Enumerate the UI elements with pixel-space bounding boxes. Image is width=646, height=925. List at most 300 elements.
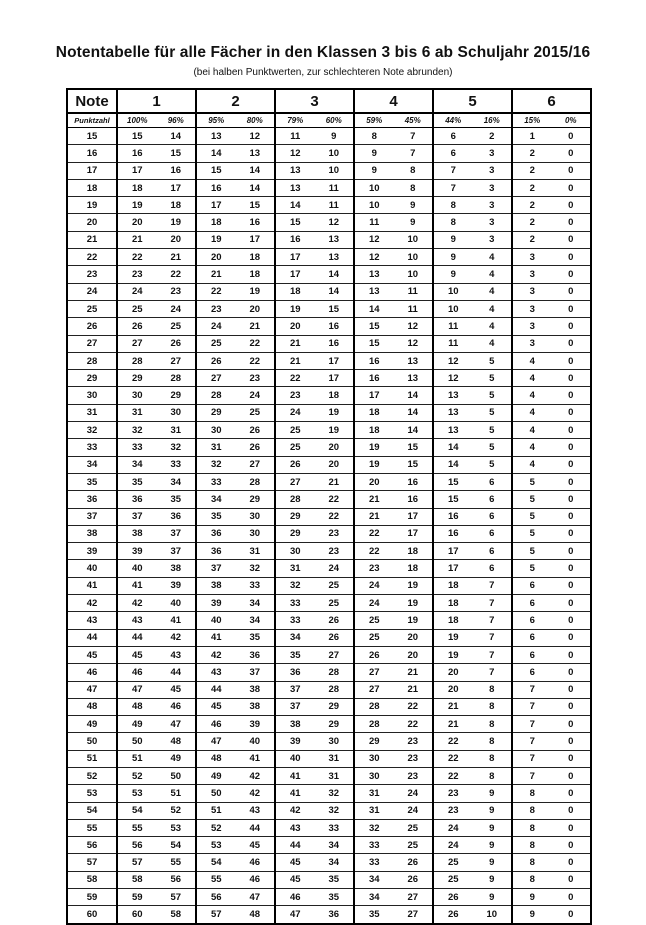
score-cell: 39 bbox=[196, 595, 236, 612]
table-row bbox=[67, 543, 591, 560]
points-cell: 40 bbox=[67, 560, 117, 577]
score-cell: 49 bbox=[157, 750, 197, 767]
score-cell: 11 bbox=[354, 214, 394, 231]
score-cell: 32 bbox=[117, 422, 157, 439]
score-cell: 8 bbox=[512, 837, 552, 854]
score-cell: 16 bbox=[354, 352, 394, 369]
score-cell: 25 bbox=[196, 335, 236, 352]
score-cell: 9 bbox=[473, 854, 513, 871]
score-cell: 17 bbox=[196, 197, 236, 214]
score-cell: 20 bbox=[315, 439, 355, 456]
score-cell: 0 bbox=[552, 318, 592, 335]
score-cell: 19 bbox=[315, 404, 355, 421]
score-cell: 22 bbox=[433, 733, 473, 750]
table-row bbox=[67, 335, 591, 352]
score-cell: 18 bbox=[196, 214, 236, 231]
score-cell: 43 bbox=[117, 612, 157, 629]
score-cell: 54 bbox=[196, 854, 236, 871]
score-cell: 8 bbox=[473, 733, 513, 750]
score-cell: 25 bbox=[117, 300, 157, 317]
points-cell: 53 bbox=[67, 785, 117, 802]
score-cell: 21 bbox=[157, 249, 197, 266]
score-cell: 26 bbox=[117, 318, 157, 335]
score-cell: 4 bbox=[512, 387, 552, 404]
score-cell: 15 bbox=[236, 197, 276, 214]
score-cell: 10 bbox=[433, 283, 473, 300]
score-cell: 40 bbox=[275, 750, 315, 767]
table-row bbox=[67, 231, 591, 248]
score-cell: 2 bbox=[473, 128, 513, 145]
score-cell: 7 bbox=[512, 733, 552, 750]
score-cell: 15 bbox=[196, 162, 236, 179]
score-cell: 17 bbox=[315, 370, 355, 387]
score-cell: 7 bbox=[473, 629, 513, 646]
points-cell: 27 bbox=[67, 335, 117, 352]
score-cell: 39 bbox=[236, 716, 276, 733]
points-cell: 15 bbox=[67, 128, 117, 145]
score-cell: 2 bbox=[512, 145, 552, 162]
score-cell: 26 bbox=[394, 854, 434, 871]
score-cell: 26 bbox=[157, 335, 197, 352]
score-cell: 27 bbox=[394, 889, 434, 906]
table-row bbox=[67, 352, 591, 369]
score-cell: 6 bbox=[473, 508, 513, 525]
score-cell: 22 bbox=[236, 352, 276, 369]
score-cell: 31 bbox=[315, 767, 355, 784]
score-cell: 52 bbox=[157, 802, 197, 819]
score-cell: 18 bbox=[433, 612, 473, 629]
score-cell: 19 bbox=[236, 283, 276, 300]
score-cell: 32 bbox=[236, 560, 276, 577]
score-cell: 0 bbox=[552, 819, 592, 836]
grade-header-3: 3 bbox=[275, 89, 354, 113]
score-cell: 14 bbox=[394, 422, 434, 439]
score-cell: 9 bbox=[354, 162, 394, 179]
score-cell: 0 bbox=[552, 491, 592, 508]
score-cell: 0 bbox=[552, 698, 592, 715]
score-cell: 28 bbox=[354, 716, 394, 733]
score-cell: 0 bbox=[552, 249, 592, 266]
score-cell: 0 bbox=[552, 214, 592, 231]
score-cell: 3 bbox=[512, 283, 552, 300]
score-cell: 47 bbox=[117, 681, 157, 698]
score-cell: 5 bbox=[473, 456, 513, 473]
points-cell: 29 bbox=[67, 370, 117, 387]
points-cell: 44 bbox=[67, 629, 117, 646]
score-cell: 20 bbox=[315, 456, 355, 473]
score-cell: 22 bbox=[354, 525, 394, 542]
points-cell: 32 bbox=[67, 422, 117, 439]
score-cell: 12 bbox=[236, 128, 276, 145]
score-cell: 30 bbox=[315, 733, 355, 750]
score-cell: 8 bbox=[473, 716, 513, 733]
score-cell: 3 bbox=[512, 249, 552, 266]
score-cell: 27 bbox=[354, 681, 394, 698]
score-cell: 17 bbox=[157, 179, 197, 196]
score-cell: 12 bbox=[315, 214, 355, 231]
table-row bbox=[67, 300, 591, 317]
score-cell: 50 bbox=[196, 785, 236, 802]
grade-table bbox=[66, 88, 592, 925]
score-cell: 7 bbox=[394, 145, 434, 162]
score-cell: 11 bbox=[315, 179, 355, 196]
score-cell: 38 bbox=[196, 577, 236, 594]
score-cell: 47 bbox=[236, 889, 276, 906]
score-cell: 2 bbox=[512, 162, 552, 179]
score-cell: 42 bbox=[236, 767, 276, 784]
score-cell: 4 bbox=[512, 404, 552, 421]
score-cell: 22 bbox=[433, 767, 473, 784]
score-cell: 10 bbox=[433, 300, 473, 317]
table-row bbox=[67, 179, 591, 196]
score-cell: 15 bbox=[117, 128, 157, 145]
table-row bbox=[67, 716, 591, 733]
score-cell: 9 bbox=[394, 214, 434, 231]
score-cell: 11 bbox=[433, 318, 473, 335]
table-row bbox=[67, 145, 591, 162]
score-cell: 25 bbox=[433, 854, 473, 871]
score-cell: 41 bbox=[275, 767, 315, 784]
score-cell: 5 bbox=[512, 491, 552, 508]
table-row bbox=[67, 266, 591, 283]
table-row bbox=[67, 629, 591, 646]
score-cell: 42 bbox=[275, 802, 315, 819]
score-cell: 7 bbox=[473, 612, 513, 629]
score-cell: 16 bbox=[236, 214, 276, 231]
score-cell: 9 bbox=[433, 231, 473, 248]
score-cell: 12 bbox=[394, 318, 434, 335]
score-cell: 31 bbox=[354, 785, 394, 802]
score-cell: 29 bbox=[315, 716, 355, 733]
score-cell: 16 bbox=[157, 162, 197, 179]
score-cell: 29 bbox=[354, 733, 394, 750]
score-cell: 48 bbox=[196, 750, 236, 767]
points-cell: 55 bbox=[67, 819, 117, 836]
score-cell: 3 bbox=[473, 145, 513, 162]
score-cell: 5 bbox=[512, 508, 552, 525]
score-cell: 35 bbox=[315, 871, 355, 888]
score-cell: 10 bbox=[394, 231, 434, 248]
score-cell: 9 bbox=[394, 197, 434, 214]
table-row bbox=[67, 473, 591, 490]
points-cell: 50 bbox=[67, 733, 117, 750]
score-cell: 21 bbox=[315, 473, 355, 490]
score-cell: 31 bbox=[196, 439, 236, 456]
score-cell: 34 bbox=[315, 854, 355, 871]
score-cell: 41 bbox=[157, 612, 197, 629]
score-cell: 6 bbox=[473, 543, 513, 560]
score-cell: 44 bbox=[196, 681, 236, 698]
score-cell: 36 bbox=[236, 646, 276, 663]
score-cell: 18 bbox=[117, 179, 157, 196]
points-cell: 42 bbox=[67, 595, 117, 612]
score-cell: 36 bbox=[196, 525, 236, 542]
score-cell: 5 bbox=[512, 560, 552, 577]
score-cell: 0 bbox=[552, 785, 592, 802]
score-cell: 7 bbox=[512, 681, 552, 698]
score-cell: 0 bbox=[552, 335, 592, 352]
score-cell: 44 bbox=[236, 819, 276, 836]
score-cell: 24 bbox=[275, 404, 315, 421]
score-cell: 24 bbox=[315, 560, 355, 577]
score-cell: 11 bbox=[394, 283, 434, 300]
score-cell: 21 bbox=[117, 231, 157, 248]
score-cell: 24 bbox=[433, 819, 473, 836]
score-cell: 26 bbox=[394, 871, 434, 888]
points-cell: 45 bbox=[67, 646, 117, 663]
score-cell: 16 bbox=[315, 335, 355, 352]
score-cell: 36 bbox=[196, 543, 236, 560]
points-cell: 21 bbox=[67, 231, 117, 248]
score-cell: 32 bbox=[157, 439, 197, 456]
score-cell: 34 bbox=[354, 889, 394, 906]
table-row bbox=[67, 422, 591, 439]
score-cell: 6 bbox=[433, 128, 473, 145]
score-cell: 4 bbox=[512, 439, 552, 456]
score-cell: 13 bbox=[394, 352, 434, 369]
table-row bbox=[67, 595, 591, 612]
score-cell: 21 bbox=[433, 716, 473, 733]
score-cell: 17 bbox=[117, 162, 157, 179]
points-cell: 30 bbox=[67, 387, 117, 404]
percent-row bbox=[67, 113, 591, 128]
score-cell: 45 bbox=[275, 871, 315, 888]
score-cell: 8 bbox=[512, 785, 552, 802]
note-header: Note bbox=[67, 89, 117, 113]
score-cell: 9 bbox=[512, 889, 552, 906]
score-cell: 13 bbox=[433, 387, 473, 404]
score-cell: 16 bbox=[275, 231, 315, 248]
score-cell: 12 bbox=[275, 145, 315, 162]
score-cell: 25 bbox=[236, 404, 276, 421]
pct-high-1: 100% bbox=[117, 113, 157, 128]
score-cell: 34 bbox=[354, 871, 394, 888]
score-cell: 34 bbox=[236, 612, 276, 629]
score-cell: 7 bbox=[433, 162, 473, 179]
score-cell: 4 bbox=[512, 352, 552, 369]
table-row bbox=[67, 698, 591, 715]
score-cell: 33 bbox=[354, 854, 394, 871]
score-cell: 25 bbox=[433, 871, 473, 888]
score-cell: 55 bbox=[157, 854, 197, 871]
points-cell: 54 bbox=[67, 802, 117, 819]
score-cell: 34 bbox=[275, 629, 315, 646]
score-cell: 8 bbox=[354, 128, 394, 145]
score-cell: 17 bbox=[433, 543, 473, 560]
score-cell: 29 bbox=[236, 491, 276, 508]
score-cell: 9 bbox=[512, 906, 552, 924]
score-cell: 23 bbox=[433, 802, 473, 819]
score-cell: 17 bbox=[394, 508, 434, 525]
score-cell: 15 bbox=[354, 318, 394, 335]
score-cell: 30 bbox=[275, 543, 315, 560]
score-cell: 21 bbox=[354, 508, 394, 525]
score-cell: 47 bbox=[275, 906, 315, 924]
pct-high-5: 44% bbox=[433, 113, 473, 128]
score-cell: 23 bbox=[394, 733, 434, 750]
score-cell: 31 bbox=[275, 560, 315, 577]
score-cell: 45 bbox=[275, 854, 315, 871]
points-cell: 49 bbox=[67, 716, 117, 733]
score-cell: 37 bbox=[157, 543, 197, 560]
score-cell: 21 bbox=[236, 318, 276, 335]
score-cell: 13 bbox=[354, 283, 394, 300]
table-row bbox=[67, 128, 591, 145]
score-cell: 20 bbox=[236, 300, 276, 317]
points-cell: 34 bbox=[67, 456, 117, 473]
score-cell: 21 bbox=[196, 266, 236, 283]
score-cell: 42 bbox=[157, 629, 197, 646]
score-cell: 15 bbox=[354, 335, 394, 352]
score-cell: 0 bbox=[552, 456, 592, 473]
score-cell: 22 bbox=[315, 491, 355, 508]
score-cell: 19 bbox=[354, 439, 394, 456]
score-cell: 22 bbox=[394, 716, 434, 733]
score-cell: 10 bbox=[394, 249, 434, 266]
score-cell: 19 bbox=[354, 456, 394, 473]
pct-high-3: 79% bbox=[275, 113, 315, 128]
score-cell: 9 bbox=[433, 249, 473, 266]
points-cell: 24 bbox=[67, 283, 117, 300]
score-cell: 53 bbox=[157, 819, 197, 836]
score-cell: 27 bbox=[315, 646, 355, 663]
grade-header-6: 6 bbox=[512, 89, 591, 113]
pct-high-6: 15% bbox=[512, 113, 552, 128]
score-cell: 19 bbox=[196, 231, 236, 248]
table-row bbox=[67, 387, 591, 404]
score-cell: 14 bbox=[315, 266, 355, 283]
score-cell: 0 bbox=[552, 733, 592, 750]
table-row bbox=[67, 871, 591, 888]
score-cell: 56 bbox=[157, 871, 197, 888]
score-cell: 35 bbox=[275, 646, 315, 663]
score-cell: 6 bbox=[512, 577, 552, 594]
score-cell: 25 bbox=[275, 422, 315, 439]
points-cell: 17 bbox=[67, 162, 117, 179]
score-cell: 33 bbox=[315, 819, 355, 836]
score-cell: 11 bbox=[275, 128, 315, 145]
score-cell: 34 bbox=[117, 456, 157, 473]
score-cell: 22 bbox=[196, 283, 236, 300]
score-cell: 30 bbox=[196, 422, 236, 439]
points-cell: 18 bbox=[67, 179, 117, 196]
score-cell: 25 bbox=[354, 629, 394, 646]
score-cell: 6 bbox=[473, 525, 513, 542]
score-cell: 8 bbox=[512, 871, 552, 888]
points-cell: 31 bbox=[67, 404, 117, 421]
score-cell: 8 bbox=[433, 197, 473, 214]
score-cell: 25 bbox=[394, 837, 434, 854]
score-cell: 34 bbox=[157, 473, 197, 490]
score-cell: 5 bbox=[512, 473, 552, 490]
score-cell: 58 bbox=[117, 871, 157, 888]
score-cell: 22 bbox=[157, 266, 197, 283]
score-cell: 4 bbox=[512, 370, 552, 387]
score-cell: 46 bbox=[236, 854, 276, 871]
table-row bbox=[67, 646, 591, 663]
score-cell: 4 bbox=[473, 266, 513, 283]
score-cell: 0 bbox=[552, 473, 592, 490]
score-cell: 14 bbox=[394, 387, 434, 404]
score-cell: 3 bbox=[473, 179, 513, 196]
score-cell: 50 bbox=[157, 767, 197, 784]
score-cell: 8 bbox=[512, 802, 552, 819]
score-cell: 9 bbox=[473, 785, 513, 802]
score-cell: 19 bbox=[394, 577, 434, 594]
score-cell: 33 bbox=[117, 439, 157, 456]
score-cell: 51 bbox=[196, 802, 236, 819]
score-cell: 7 bbox=[473, 577, 513, 594]
score-cell: 26 bbox=[196, 352, 236, 369]
table-row bbox=[67, 854, 591, 871]
score-cell: 30 bbox=[236, 525, 276, 542]
score-cell: 13 bbox=[433, 422, 473, 439]
score-cell: 7 bbox=[512, 750, 552, 767]
score-cell: 28 bbox=[236, 473, 276, 490]
score-cell: 6 bbox=[512, 664, 552, 681]
score-cell: 21 bbox=[354, 491, 394, 508]
grade-header-5: 5 bbox=[433, 89, 512, 113]
score-cell: 11 bbox=[433, 335, 473, 352]
score-cell: 10 bbox=[473, 906, 513, 924]
score-cell: 50 bbox=[117, 733, 157, 750]
score-cell: 3 bbox=[512, 266, 552, 283]
score-cell: 6 bbox=[473, 491, 513, 508]
score-cell: 49 bbox=[196, 767, 236, 784]
score-cell: 0 bbox=[552, 906, 592, 924]
score-cell: 14 bbox=[394, 404, 434, 421]
score-cell: 2 bbox=[512, 179, 552, 196]
score-cell: 45 bbox=[236, 837, 276, 854]
score-cell: 8 bbox=[473, 681, 513, 698]
score-cell: 29 bbox=[196, 404, 236, 421]
score-cell: 2 bbox=[512, 214, 552, 231]
table-row bbox=[67, 681, 591, 698]
score-cell: 24 bbox=[394, 785, 434, 802]
score-cell: 58 bbox=[157, 906, 197, 924]
score-cell: 60 bbox=[117, 906, 157, 924]
pct-low-6: 0% bbox=[552, 113, 592, 128]
score-cell: 0 bbox=[552, 422, 592, 439]
page-title: Notentabelle für alle Fächer in den Klassen 3 bis 6 ab Schuljahr 2015/16 bbox=[55, 44, 591, 61]
score-cell: 32 bbox=[354, 819, 394, 836]
score-cell: 0 bbox=[552, 231, 592, 248]
score-cell: 31 bbox=[354, 802, 394, 819]
score-cell: 0 bbox=[552, 266, 592, 283]
table-row bbox=[67, 456, 591, 473]
score-cell: 26 bbox=[275, 456, 315, 473]
score-cell: 7 bbox=[473, 646, 513, 663]
score-cell: 6 bbox=[473, 560, 513, 577]
score-cell: 5 bbox=[473, 387, 513, 404]
score-cell: 17 bbox=[236, 231, 276, 248]
score-cell: 40 bbox=[157, 595, 197, 612]
score-cell: 24 bbox=[117, 283, 157, 300]
score-cell: 14 bbox=[433, 456, 473, 473]
score-cell: 30 bbox=[117, 387, 157, 404]
score-cell: 20 bbox=[433, 681, 473, 698]
score-cell: 16 bbox=[354, 370, 394, 387]
score-cell: 14 bbox=[236, 162, 276, 179]
score-cell: 24 bbox=[433, 837, 473, 854]
score-cell: 23 bbox=[157, 283, 197, 300]
score-cell: 2 bbox=[512, 231, 552, 248]
score-cell: 38 bbox=[117, 525, 157, 542]
score-cell: 34 bbox=[315, 837, 355, 854]
score-cell: 27 bbox=[117, 335, 157, 352]
score-cell: 0 bbox=[552, 439, 592, 456]
score-cell: 32 bbox=[315, 785, 355, 802]
